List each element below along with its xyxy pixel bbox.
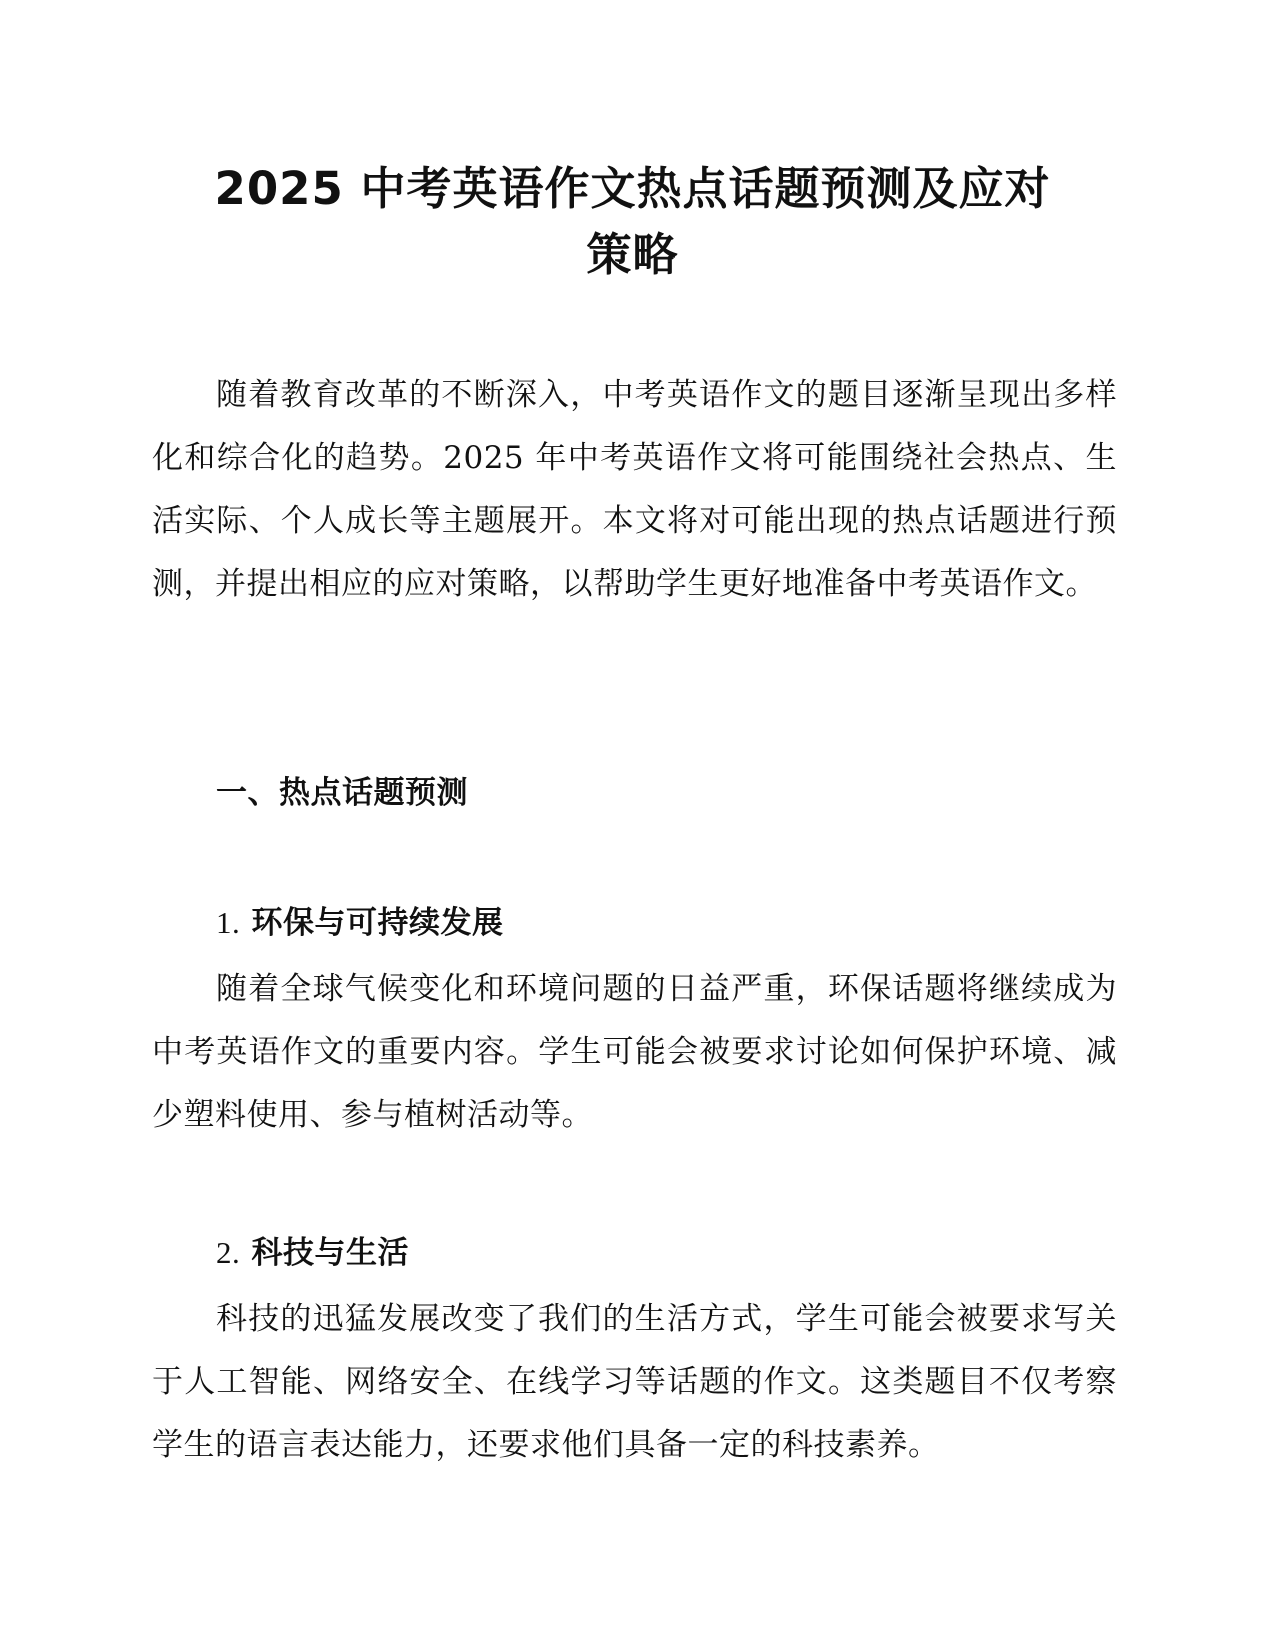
intro-paragraph: 随着教育改革的不断深入，中考英语作文的题目逐渐呈现出多样化和综合化的趋势。2025 年中考英语作文将可能围绕社会热点、生活实际、个人成长等主题展开。本文将对可能出现的热点话题进行预测，并提出相应的应对策略，以帮助学生更好地准备中考英语作文。 (152, 377, 1117, 602)
topic-title: 环保与可持续发展 (251, 905, 504, 941)
topic-heading-technology (216, 1237, 409, 1269)
document-title-line-1: 2025 中考英语作文热点话题预测及应对 (214, 162, 1051, 215)
topic-heading-environment (216, 907, 504, 939)
topic-number: 1. (216, 905, 241, 940)
section-heading-hot-topics: 一、热点话题预测 (216, 775, 468, 811)
topic-title: 科技与生活 (251, 1235, 410, 1271)
topic-paragraph-technology: 科技的迅猛发展改变了我们的生活方式，学生可能会被要求写关于人工智能、网络安全、在线学习等话题的作文。这类题目不仅考察学生的语言表达能力，还要求他们具备一定的科技素养。 (152, 1301, 1117, 1463)
topic-number: 2. (216, 1235, 241, 1270)
document-title-line-2: 策略 (586, 228, 679, 281)
topic-paragraph-environment: 随着全球气候变化和环境问题的日益严重，环保话题将继续成为中考英语作文的重要内容。学生可能会被要求讨论如何保护环境、减少塑料使用、参与植树活动等。 (152, 971, 1117, 1133)
